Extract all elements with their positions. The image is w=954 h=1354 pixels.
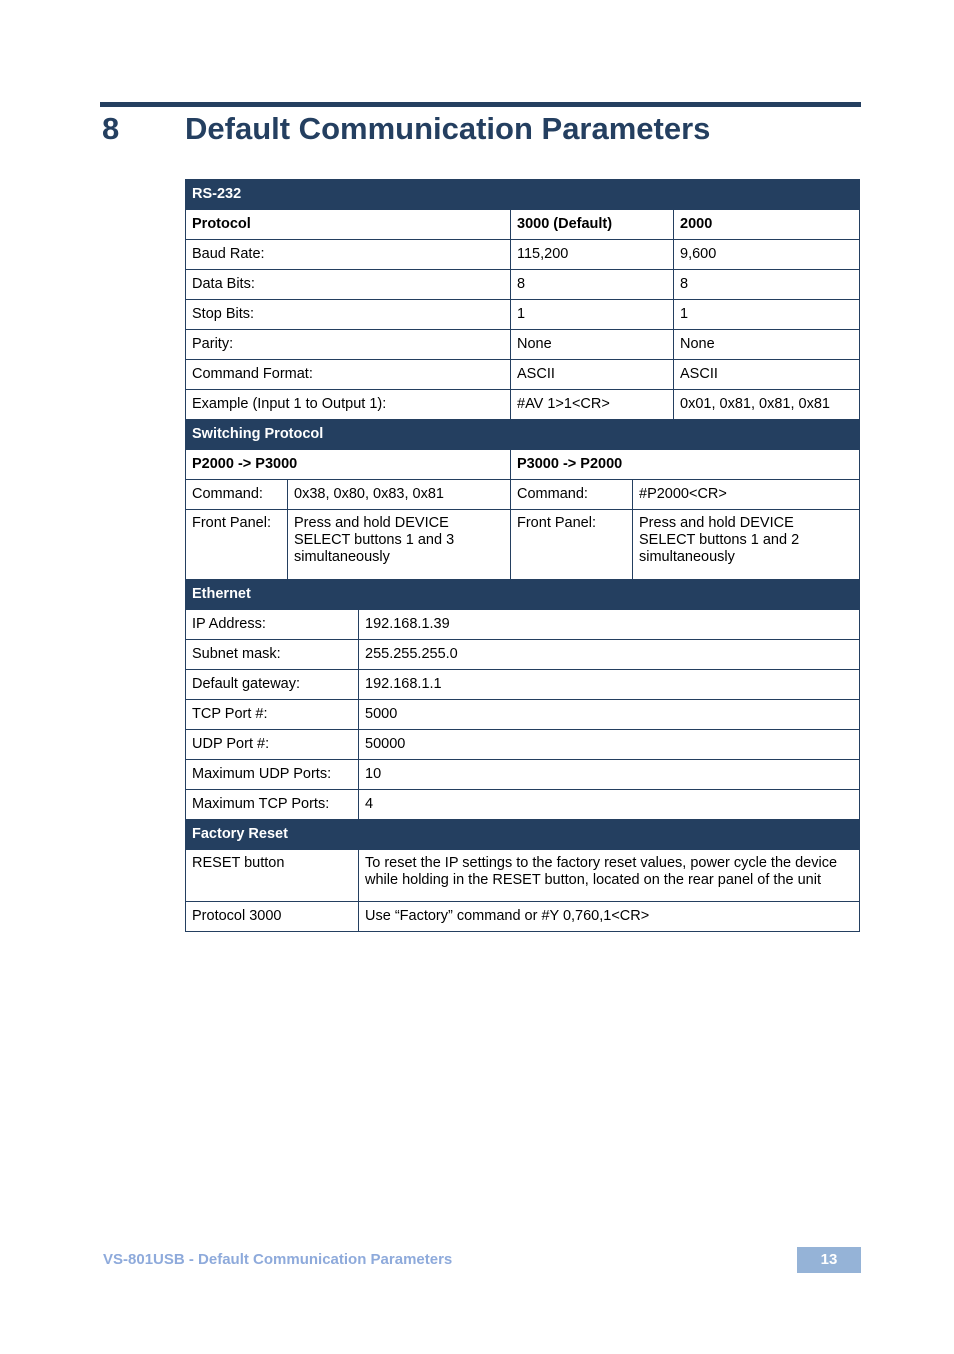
param-value: 9,600 xyxy=(674,240,860,270)
param-label: Subnet mask: xyxy=(186,640,359,670)
section-title: Switching Protocol xyxy=(186,420,860,450)
table-row xyxy=(186,360,860,390)
table-row xyxy=(186,670,860,700)
param-value: 8 xyxy=(674,270,860,300)
header-cell: P3000 -> P2000 xyxy=(511,450,860,480)
table-row xyxy=(186,300,860,330)
param-label: Protocol 3000 xyxy=(186,902,359,932)
table-row xyxy=(186,610,860,640)
param-value: 0x01, 0x81, 0x81, 0x81 xyxy=(674,390,860,420)
table-row xyxy=(186,700,860,730)
param-value: Press and hold DEVICE SELECT buttons 1 and 2 simultaneously xyxy=(633,510,860,580)
param-value: #P2000<CR> xyxy=(633,480,860,510)
table-row xyxy=(186,902,860,932)
param-label: Command: xyxy=(511,480,633,510)
param-label: Data Bits: xyxy=(186,270,511,300)
param-value: #AV 1>1<CR> xyxy=(511,390,674,420)
table-header-row xyxy=(186,210,860,240)
header-cell: 3000 (Default) xyxy=(511,210,674,240)
param-label: Baud Rate: xyxy=(186,240,511,270)
chapter-heading xyxy=(100,108,861,148)
param-value: 8 xyxy=(511,270,674,300)
param-value: To reset the IP settings to the factory reset values, power cycle the device while holding in the RESET button, located on the rear panel of the unit xyxy=(359,850,860,902)
section-row-rs232 xyxy=(186,180,860,210)
param-label: Maximum UDP Ports: xyxy=(186,760,359,790)
param-label: IP Address: xyxy=(186,610,359,640)
chapter-title: Default Communication Parameters xyxy=(185,111,711,146)
param-value: 1 xyxy=(511,300,674,330)
param-label: Parity: xyxy=(186,330,511,360)
param-value: 1 xyxy=(674,300,860,330)
table-row xyxy=(186,390,860,420)
header-cell: Protocol xyxy=(186,210,511,240)
param-label: Front Panel: xyxy=(186,510,288,580)
param-label: RESET button xyxy=(186,850,359,902)
section-row-switching xyxy=(186,420,860,450)
param-value: 192.168.1.39 xyxy=(359,610,860,640)
param-value: 10 xyxy=(359,760,860,790)
section-title: RS-232 xyxy=(186,180,860,210)
page-number: 13 xyxy=(797,1247,861,1273)
param-label: TCP Port #: xyxy=(186,700,359,730)
param-label: Maximum TCP Ports: xyxy=(186,790,359,820)
param-value: None xyxy=(511,330,674,360)
param-label: UDP Port #: xyxy=(186,730,359,760)
table-row xyxy=(186,240,860,270)
param-value: 255.255.255.0 xyxy=(359,640,860,670)
section-row-factory-reset xyxy=(186,820,860,850)
parameters-table xyxy=(185,179,860,932)
header-cell: P2000 -> P3000 xyxy=(186,450,511,480)
param-value: 5000 xyxy=(359,700,860,730)
chapter-top-rule xyxy=(100,102,861,107)
param-value: 4 xyxy=(359,790,860,820)
param-value: ASCII xyxy=(511,360,674,390)
table-row xyxy=(186,790,860,820)
param-label: Command: xyxy=(186,480,288,510)
table-row xyxy=(186,730,860,760)
table-row xyxy=(186,480,860,510)
section-title: Factory Reset xyxy=(186,820,860,850)
param-label: Command Format: xyxy=(186,360,511,390)
param-label: Stop Bits: xyxy=(186,300,511,330)
section-row-ethernet xyxy=(186,580,860,610)
header-cell: 2000 xyxy=(674,210,860,240)
table-row xyxy=(186,850,860,902)
section-title: Ethernet xyxy=(186,580,860,610)
footer-title: VS-801USB - Default Communication Parameters xyxy=(103,1251,453,1268)
param-value: 0x38, 0x80, 0x83, 0x81 xyxy=(288,480,511,510)
param-value: Use “Factory” command or #Y 0,760,1<CR> xyxy=(359,902,860,932)
table-row xyxy=(186,330,860,360)
table-header-row xyxy=(186,450,860,480)
table-row xyxy=(186,270,860,300)
param-value: None xyxy=(674,330,860,360)
param-value: 50000 xyxy=(359,730,860,760)
param-label: Default gateway: xyxy=(186,670,359,700)
param-value: 115,200 xyxy=(511,240,674,270)
table-row xyxy=(186,760,860,790)
chapter-number: 8 xyxy=(102,111,120,146)
param-label: Front Panel: xyxy=(511,510,633,580)
param-value: ASCII xyxy=(674,360,860,390)
table-row xyxy=(186,640,860,670)
param-label: Example (Input 1 to Output 1): xyxy=(186,390,511,420)
param-value: 192.168.1.1 xyxy=(359,670,860,700)
param-value: Press and hold DEVICE SELECT buttons 1 and 3 simultaneously xyxy=(288,510,511,580)
table-row xyxy=(186,510,860,580)
